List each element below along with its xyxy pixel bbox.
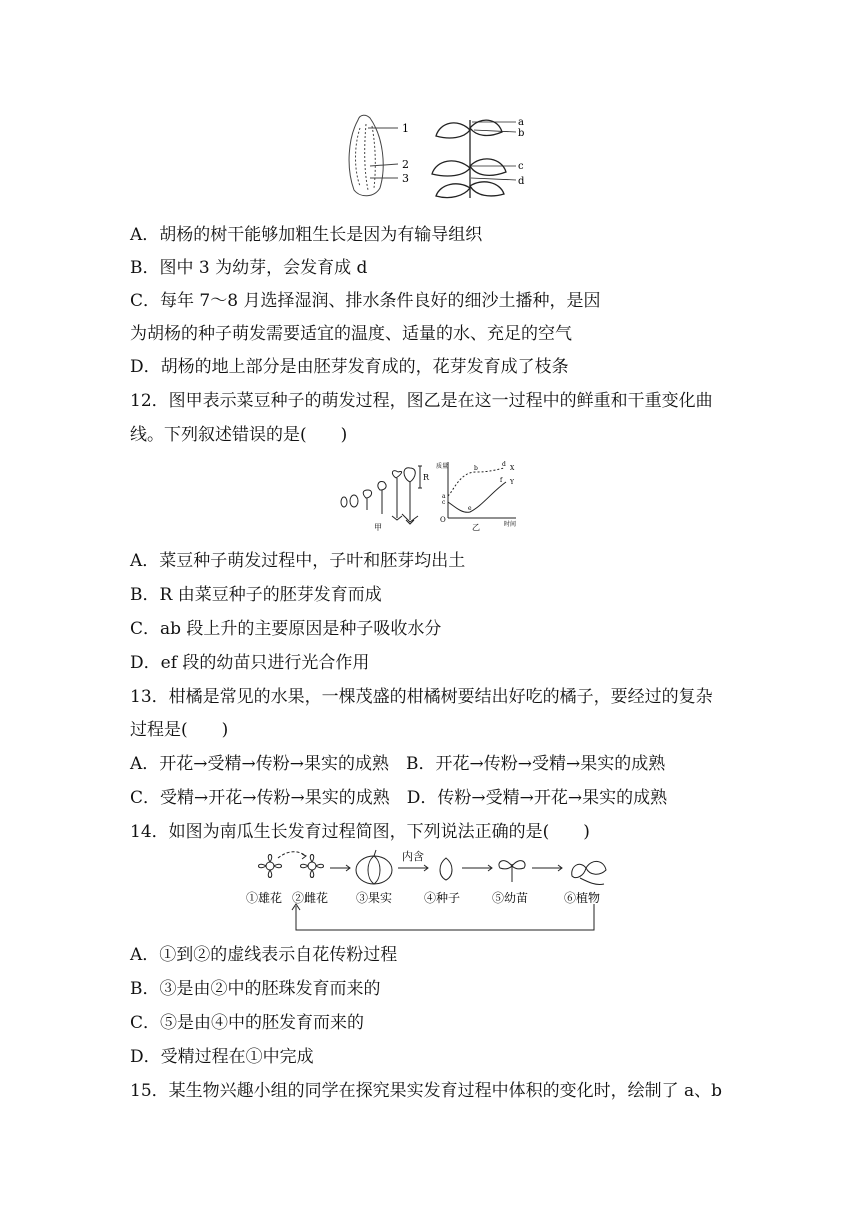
q11-option-b: B．图中 3 为幼芽，会发育成 d — [130, 258, 368, 278]
q14-option-a: A．①到②的虚线表示自花传粉过程 — [130, 945, 398, 965]
q13-stem-line1: 13．柑橘是常见的水果，一棵茂盛的柑橘树要结出好吃的橘子，要经过的复杂 — [130, 687, 713, 707]
q11-option-a: A．胡杨的树干能够加粗生长是因为有输导组织 — [130, 225, 483, 245]
q12-figure — [336, 458, 532, 532]
plant-label-d: d — [518, 176, 525, 187]
fig-jia-r-label: R — [423, 473, 430, 482]
q14-figure — [240, 846, 620, 936]
q12-stem-line2: 线。下列叙述错误的是( ) — [130, 425, 348, 445]
q11-option-c-continued: 为胡杨的种子萌发需要适宜的温度、适量的水、充足的空气 — [130, 324, 572, 344]
fig-yi-xlabel: 时间 — [504, 521, 517, 528]
seed-section-drawing — [349, 115, 398, 196]
fig-yi-point-b: b — [474, 465, 478, 472]
fig14-label-seed: ④种子 — [424, 891, 461, 905]
q13-stem-line2: 过程是( ) — [130, 720, 229, 740]
q12-option-a: A．菜豆种子萌发过程中，子叶和胚芽均出土 — [130, 551, 466, 571]
fig14-label-male-flower: ①雄花 — [246, 891, 283, 905]
q11-figure — [340, 108, 540, 202]
fig-yi-ylabel: 质量 — [436, 463, 449, 470]
fig-yi-point-f: f — [500, 477, 503, 484]
seed-drawing — [440, 858, 452, 880]
q13-options-line1: A．开花→受精→传粉→果实的成熟 B．开花→传粉→受精→果实的成熟 — [130, 754, 666, 774]
q11-option-d: D．胡杨的地上部分是由胚芽发育成的，花芽发育成了枝条 — [130, 357, 569, 377]
pollination-dashed-arrow — [278, 852, 306, 858]
plant-label-b: b — [518, 128, 525, 139]
q12-option-c: C．ab 段上升的主要原因是种子吸收水分 — [130, 619, 442, 639]
seed-label-3: 3 — [402, 172, 409, 185]
germination-sequence-drawing — [341, 466, 422, 524]
lifecycle-return-arrow — [296, 904, 594, 930]
fig14-label-plant: ⑥植物 — [564, 891, 601, 905]
fig-jia-label: 甲 — [374, 523, 382, 532]
fig14-label-female-flower: ②雌花 — [292, 891, 329, 905]
plant-drawing — [432, 120, 516, 198]
plant-label-c: c — [518, 161, 524, 172]
q12-option-d: D．ef 段的幼苗只进行光合作用 — [130, 653, 370, 673]
fig-yi-point-e: e — [468, 505, 472, 512]
fig-yi-origin: O — [440, 516, 446, 524]
fig-yi-point-a: a — [442, 493, 446, 500]
q14-option-c: C．⑤是由④中的胚发育而来的 — [130, 1013, 365, 1033]
q11-option-c: C．每年 7～8 月选择湿润、排水条件良好的细沙土播种，是因 — [130, 291, 601, 311]
q13-options-line2: C．受精→开花→传粉→果实的成熟 D．传粉→受精→开花→果实的成熟 — [130, 788, 668, 808]
fig-yi-curve-y: Y — [510, 479, 514, 486]
seed-label-2: 2 — [402, 158, 409, 171]
fig-yi-point-d: d — [502, 461, 506, 468]
q12-stem-line1: 12．图甲表示菜豆种子的萌发过程，图乙是在这一过程中的鲜重和干重变化曲 — [130, 391, 713, 411]
fig-yi-point-c: c — [442, 499, 446, 506]
q14-stem: 14．如图为南瓜生长发育过程简图，下列说法正确的是( ) — [130, 822, 590, 842]
fig14-label-seedling: ⑤幼苗 — [492, 891, 529, 905]
mass-curve-chart — [448, 462, 516, 518]
plant-label-a: a — [518, 117, 524, 128]
seed-label-1: 1 — [402, 122, 409, 135]
q14-option-d: D．受精过程在①中完成 — [130, 1047, 314, 1067]
seedling-drawing — [499, 861, 525, 882]
fig-yi-curve-x: X — [510, 465, 515, 472]
fig-yi-label: 乙 — [472, 523, 480, 532]
pumpkin-fruit-drawing — [356, 850, 392, 884]
q12-option-b: B．R 由菜豆种子的胚芽发育而成 — [130, 585, 382, 605]
q15-stem-line1: 15．某生物兴趣小组的同学在探究果实发育过程中体积的变化时，绘制了 a、b — [130, 1081, 723, 1101]
fig14-label-fruit: ③果实 — [356, 891, 393, 905]
q14-option-b: B．③是由②中的胚珠发育而来的 — [130, 979, 381, 999]
fig14-arrow-label: 内含 — [402, 850, 424, 863]
mature-plant-drawing — [572, 861, 606, 884]
